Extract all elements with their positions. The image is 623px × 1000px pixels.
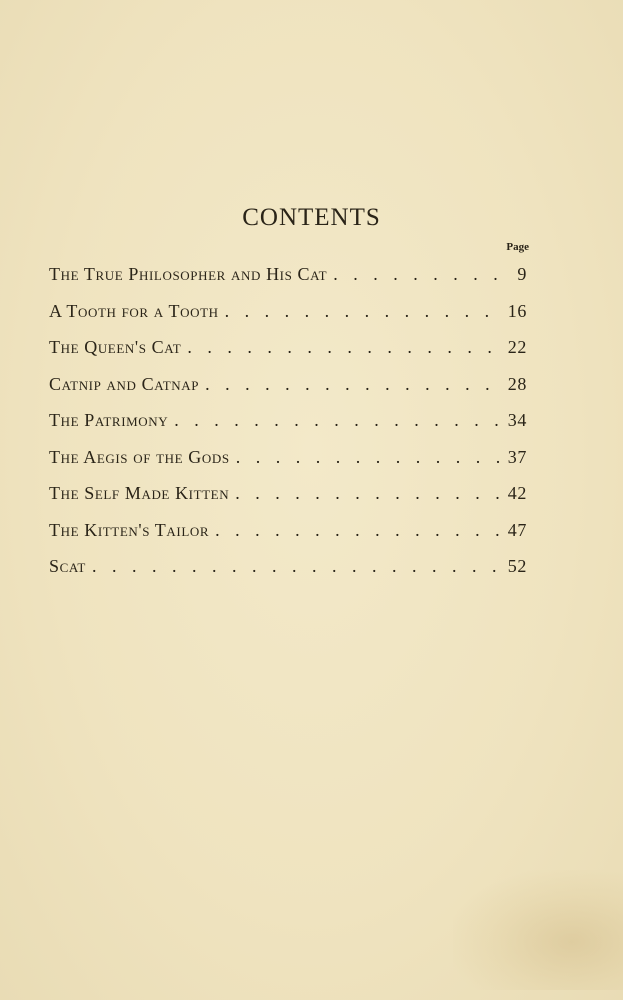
toc-entry <box>49 337 527 374</box>
toc-entry-title: A Tooth for a Tooth <box>49 300 219 321</box>
toc-entry-page: 9 <box>517 264 527 284</box>
toc-entry-page: 28 <box>507 373 527 394</box>
toc-entry-page: 47 <box>507 519 527 540</box>
toc-entry-title: The Self Made Kitten <box>49 483 230 503</box>
toc-entry-title: The Kitten's Tailor <box>49 519 210 540</box>
dot-leader <box>181 337 501 358</box>
paper-stain <box>453 870 623 990</box>
toc-entry-page: 16 <box>507 300 527 321</box>
dot-leader <box>219 301 501 322</box>
dot-leader <box>209 520 501 541</box>
toc-entry-page: 34 <box>507 410 527 430</box>
dot-leader <box>327 264 501 285</box>
toc-entry <box>49 483 527 520</box>
toc-entry <box>49 301 527 338</box>
toc-entry-title: Scat <box>49 556 86 576</box>
dot-leader <box>168 410 501 431</box>
toc-entry-page: 52 <box>507 556 527 576</box>
page-column-label: Page <box>506 241 529 253</box>
dot-leader <box>86 556 501 577</box>
contents-heading: CONTENTS <box>242 204 381 231</box>
toc-entry-title: The Aegis of the Gods <box>49 446 230 467</box>
toc-entry <box>49 374 527 411</box>
toc-entry-page: 22 <box>507 337 527 357</box>
dot-leader <box>230 447 501 468</box>
toc-entry-page: 37 <box>507 446 527 467</box>
toc-entry <box>49 520 527 557</box>
toc-entry <box>49 264 527 301</box>
toc-entry <box>49 410 527 447</box>
dot-leader <box>199 374 501 395</box>
toc-entry-title: Catnip and Catnap <box>49 373 200 394</box>
table-of-contents <box>49 264 527 593</box>
toc-entry-page: 42 <box>507 483 527 503</box>
dot-leader <box>229 483 501 504</box>
toc-entry <box>49 556 527 593</box>
toc-entry <box>49 447 527 484</box>
toc-entry-title: The Queen's Cat <box>49 337 182 357</box>
toc-entry-title: The True Philosopher and His Cat <box>49 264 328 284</box>
toc-entry-title: The Patrimony <box>49 410 169 430</box>
